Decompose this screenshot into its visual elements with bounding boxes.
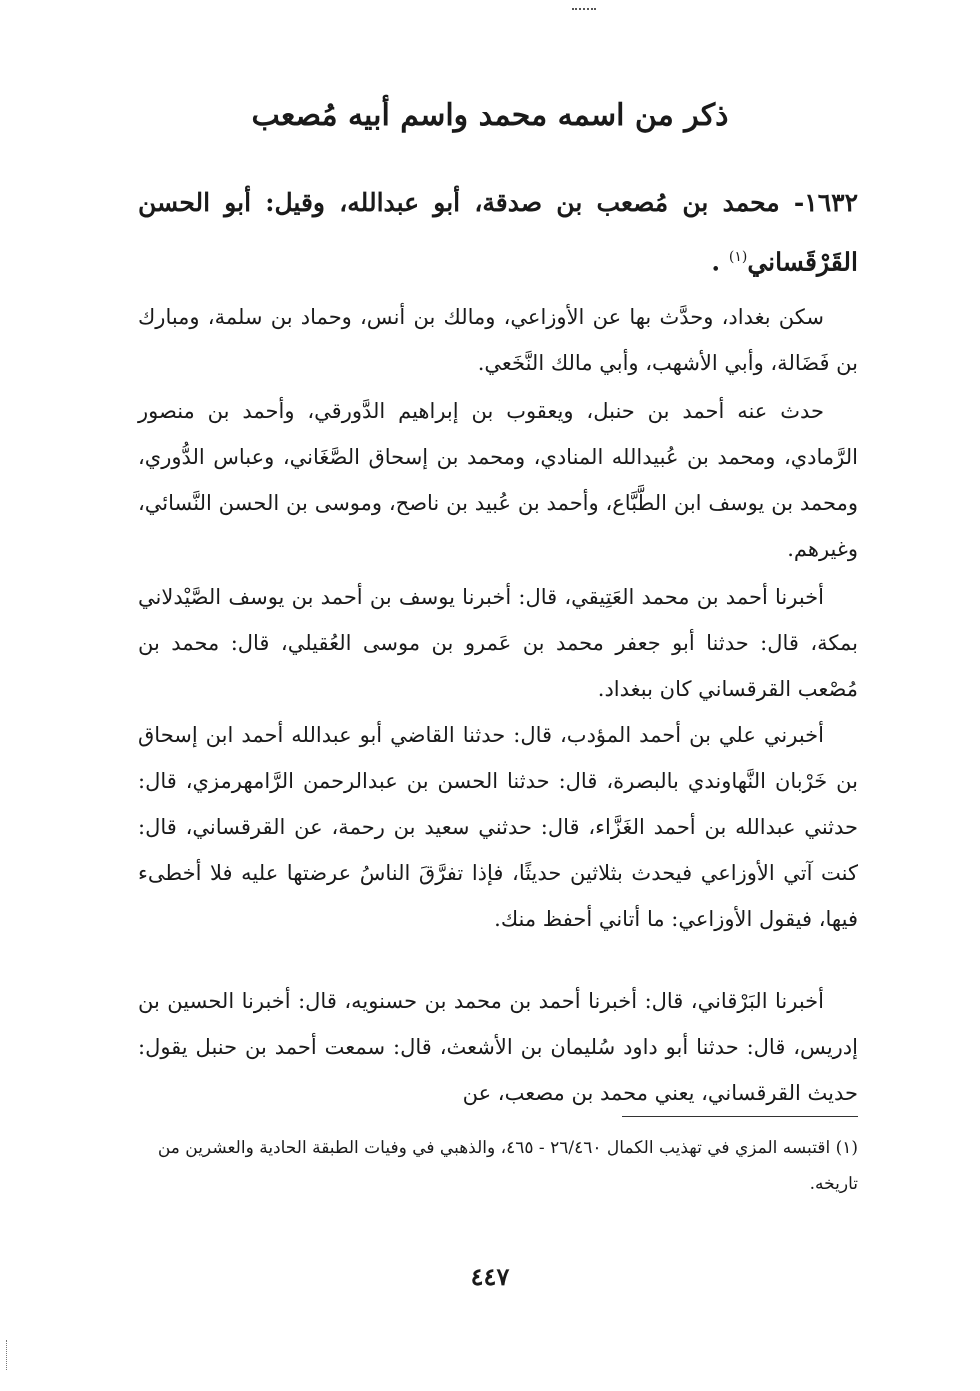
entry-heading-end: . [711, 247, 721, 277]
paragraph-residence: سكن بغداد، وحدَّث بها عن الأوزاعي، ومالك بن أنس، وحماد بن سلمة، ومبارك بن فَضَالة، وأبي الأشهب، وأبي مالك النَّخَعي. [138, 305, 858, 375]
edge-scan-mark [6, 1340, 7, 1370]
paragraph-narrators: حدث عنه أحمد بن حنبل، ويعقوب بن إبراهيم الدَّورقي، وأحمد بن منصور الرَّمادي، ومحمد بن عُبيدالله المنادي، ومحمد بن إسحاق الصَّغَاني، وعباس الدُّوري، ومحمد بن يوسف ابن الطَّبَّاع، وأحمد بن عُبيد بن ناصح، وموسى بن الحسن النَّسائي، وغيرهم. [138, 399, 858, 561]
entry-heading-text: ١٦٣٢- محمد بن مُصعب بن صدقة، أبو عبدالله، وقيل: أبو الحسن القَرْقَساني [138, 188, 858, 277]
top-scan-mark [572, 8, 596, 10]
footnote: (١) اقتبسه المزي في تهذيب الكمال ٢٦/٤٦٠ - ٤٦٥، والذهبي في وفيات الطبقة الحادية والعشرين من تاريخه. [157, 1138, 858, 1194]
paragraph-report-hanbal: أخبرنا البَرْقاني، قال: أخبرنا أحمد بن محمد بن حسنويه، قال: أخبرنا الحسين بن إدريس، قال: حدثنا أبو داود سُليمان بن الأشعث، قال: سمعت أحمد بن حنبل يقول: حديث القرقساني، يعني محمد بن مصعب، عن [138, 989, 858, 1105]
entry-heading [138, 176, 858, 289]
footnote-divider [622, 1116, 858, 1117]
paragraph-report-baghdad: أخبرنا أحمد بن محمد العَتِيقي، قال: أخبرنا يوسف بن أحمد بن يوسف الصَّيْدلاني بمكة، قال: حدثنا أبو جعفر محمد بن عَمرو بن موسى العُقيلي، قال: محمد بن مُصْعب القرقساني كان ببغداد. [138, 585, 858, 701]
footnote-reference: (١) [728, 249, 748, 265]
page-number: ٤٤٧ [470, 1262, 510, 1291]
section-title: ذكر من اسمه محمد واسم أبيه مُصعب [251, 98, 729, 133]
paragraph-report-awzai: أخبرني علي بن أحمد المؤدب، قال: حدثنا القاضي أبو عبدالله أحمد ابن إسحاق بن خَرْبان النَّهاوندي بالبصرة، قال: حدثنا الحسن بن عبدالرحمن الرَّامهرمزي، قال: حدثني عبدالله بن أحمد الغَزَّاء، قال: حدثني سعيد بن رحمة، عن القرقساني، قال: كنت آتي الأوزاعي فيحدث بثلاثين حديثًا، فإذا تفرَّقَ الناسُ عرضتها عليه فلا أخطىء فيها، فيقول الأوزاعي: ما أتاني أحفظ منك. [138, 723, 858, 931]
